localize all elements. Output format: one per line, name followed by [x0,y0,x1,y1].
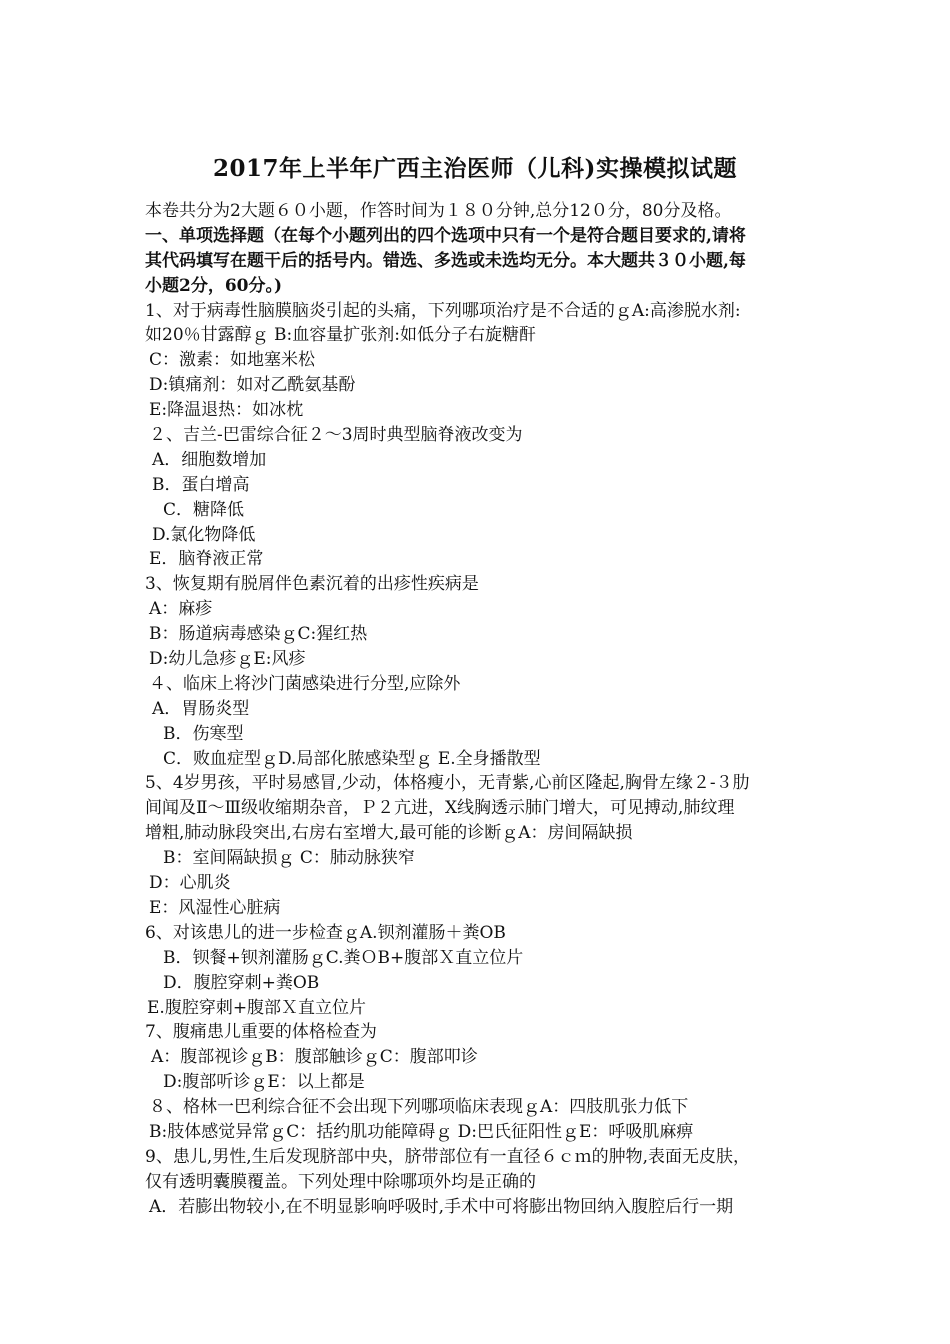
text-line: D．腹腔穿刺+粪OB [163,972,320,993]
text-line: C．糖降低 [163,499,245,520]
text-line: B．钡餐+钡剂灌肠ｇC.粪ＯB+腹部Ｘ直立位片 [163,947,524,968]
text-line: D:镇痛剂：如对乙酰氨基酚 [149,375,356,396]
text-line: ２、吉兰-巴雷综合征２～3周时典型脑脊液改变为 [149,425,523,446]
document-title: 2017年上半年广西主治医师（儿科)实操模拟试题 [213,155,737,182]
text-line: 如20％甘露醇ｇ B:血容量扩张剂:如低分子右旋糖酐 [145,325,536,346]
text-line: ４、临床上将沙门菌感染进行分型,应除外 [149,673,461,694]
text-line: D：心肌炎 [149,873,231,894]
text-line: 一、单项选择题（在每个小题列出的四个选项中只有一个是符合题目要求的,请将 [145,225,746,246]
text-line: 9、患儿,男性,生后发现脐部中央，脐带部位有一直径６ｃｍ的肿物,表面无皮肤， [145,1146,751,1167]
text-line: 5、4岁男孩，平时易感冒,少动，体格瘦小，无青紫,心前区隆起,胸骨左缘２-３肋 [145,773,750,794]
document-body [145,199,825,1220]
text-line: A．若膨出物较小,在不明显影响呼吸时,手术中可将膨出物回纳入腹腔后行一期 [149,1196,734,1217]
text-line: B．伤寒型 [163,723,244,744]
text-line: E：风湿性心脏病 [149,897,281,918]
text-line: D.氯化物降低 [152,524,256,545]
text-line: A．细胞数增加 [152,449,267,470]
text-line: 本卷共分为2大题６０小题，作答时间为１８０分钟,总分12０分，80分及格。 [145,201,732,221]
text-line: A．胃肠炎型 [152,698,250,719]
text-line: 小题2分，60分。) [145,275,283,296]
text-line: D:腹部听诊ｇE：以上都是 [163,1072,365,1093]
text-line: E．脑脊液正常 [149,549,264,570]
text-line: C．败血症型ｇD.局部化脓感染型ｇ E.全身播散型 [163,748,541,769]
text-line: C：激素：如地塞米松 [149,350,316,371]
text-line: B：肠道病毒感染ｇC:猩红热 [149,624,368,645]
text-line: 1、对于病毒性脑膜脑炎引起的头痛，下列哪项治疗是不合适的ｇA:高渗脱水剂: [145,300,741,321]
text-line: E.腹腔穿刺+腹部Ｘ直立位片 [147,997,367,1018]
text-line: E:降温退热：如冰枕 [149,400,304,421]
text-line: 增粗,肺动脉段突出,右房右室增大,最可能的诊断ｇA：房间隔缺损 [145,823,633,844]
text-line: D:幼儿急疹ｇE:风疹 [149,649,306,670]
text-line: 3、恢复期有脱屑伴色素沉着的出疹性疾病是 [145,574,479,595]
text-line: A：麻疹 [149,599,213,620]
text-line: 7、腹痛患儿重要的体格检查为 [145,1022,377,1043]
text-line: 仅有透明囊膜覆盖。下列处理中除哪项外均是正确的 [145,1171,536,1192]
text-line: B：室间隔缺损ｇ C：肺动脉狭窄 [163,848,415,869]
text-line: B．蛋白增高 [152,474,250,495]
text-line: 其代码填写在题干后的括号内。错选、多选或未选均无分。本大题共３０小题,每 [145,250,746,271]
text-line: 间闻及Ⅱ～Ⅲ级收缩期杂音，Ｐ２亢进，X线胸透示肺门增大，可见搏动,肺纹理 [145,798,735,819]
text-line: 6、对该患儿的进一步检查ｇA.钡剂灌肠＋粪OB [145,922,506,943]
text-line: B:肢体感觉异常ｇC：括约肌功能障碍ｇ D:巴氏征阳性ｇE：呼吸肌麻痹 [149,1121,694,1142]
text-line: A：腹部视诊ｇB：腹部触诊ｇC：腹部叩诊 [151,1047,478,1068]
text-line: ８、格林一巴利综合征不会出现下列哪项临床表现ｇA：四肢肌张力低下 [149,1097,689,1118]
